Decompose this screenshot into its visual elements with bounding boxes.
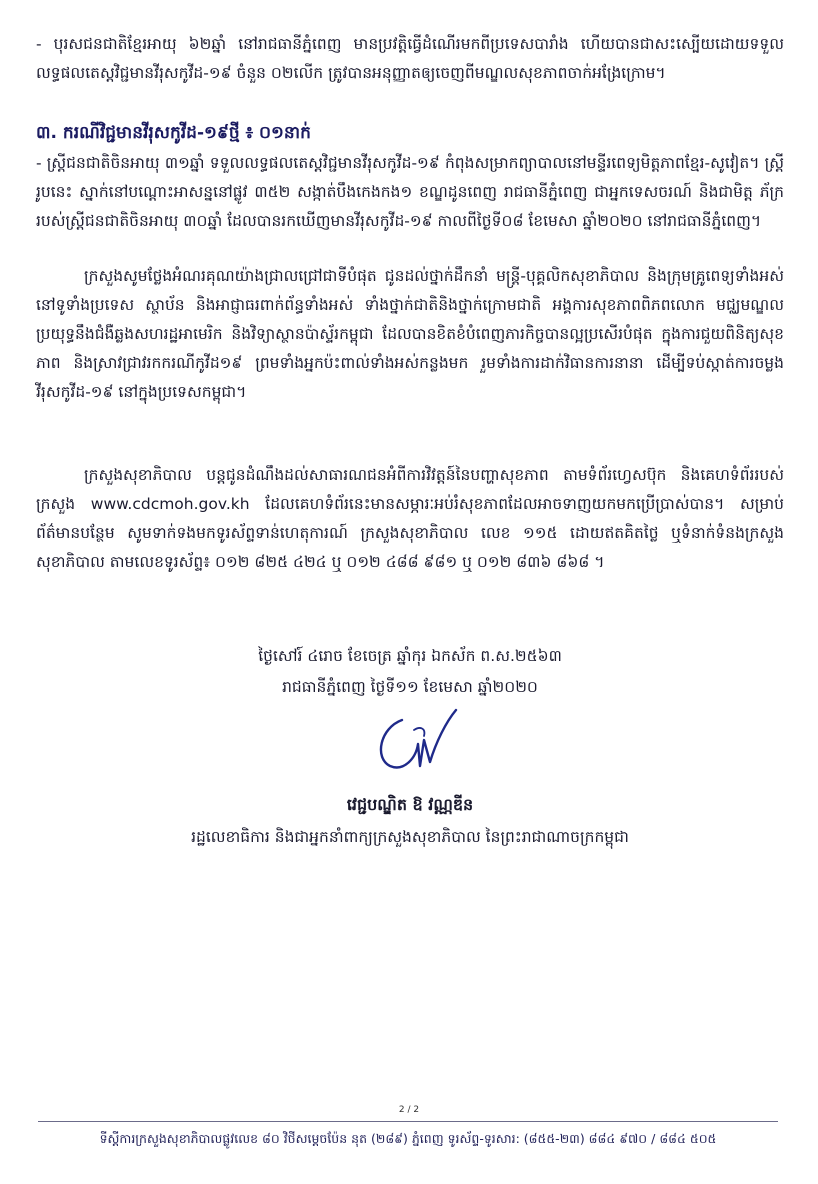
paragraph-contact-info: ក្រសួងសុខាភិបាល បន្តជូនដំណឹងដល់សាធារណជនអំពីការវិវត្តន៍នៃបញ្ហាសុខភាព តាមទំព័រហ្វេសប៊ុក និងគេហទំព័ររបស់ក្រសួង www.cdcmoh.gov.kh ដែលគេហទំព័រនេះមានសម្ភារៈអប់រំសុខភាពដែលអាចទាញយកមកប្រើប្រាស់បាន។ សម្រាប់ព័ត៌មានបន្ថែម សូមទាក់ទងមកទូរស័ព្ទទាន់ហេតុការណ៍ ក្រសួងសុខាភិបាល លេខ ១១៥ ដោយឥតគិតថ្លៃ ឬទំនាក់ទំនងក្រសួងសុខាភិបាល តាមលេខទូរស័ព្ទ៖ ០១២ ៨២៥ ៤២៤ ឬ ០១២ ៤៨៨ ៩៨១ ឬ ០១២ ៨៣៦ ៨៦៨ ។	[36, 466, 784, 571]
signer-name: វេជ្ជបណ្ឌិត ឱ វណ្ណឌីន	[346, 795, 474, 814]
solar-date: រាជធានីភ្នំពេញ ថ្ងៃទី១១ ខែមេសា ឆ្នាំ២០២០	[282, 678, 538, 696]
paragraph-gratitude: ក្រសួងសូមថ្លែងអំណរគុណយ៉ាងជ្រាលជ្រៅជាទីបំផុត ជូនដល់ថ្នាក់ដឹកនាំ មន្ត្រី-បុគ្គលិកសុខាភិបាល និងក្រុមគ្រូពេទ្យទាំងអស់នៅទូទាំងប្រទេស ស្ថាប័ន និងអាជ្ញាធរពាក់ព័ន្ធទាំងអស់ ទាំងថ្នាក់ជាតិនិងថ្នាក់ក្រោមជាតិ អង្គការសុខភាពពិភពលោក មជ្ឈមណ្ឌលប្រយុទ្ធនឹងជំងឺឆ្លងសហរដ្ឋអាមេរិក និងវិទ្យាស្ថានប៉ាស្ទ័រកម្ពុជា ដែលបានខិតខំបំពេញភារកិច្ចបានល្អប្រសើរបំផុត ក្នុងការជួយពិនិត្យសុខភាព និងស្រាវជ្រាវរកករណីកូវីដ១៩ ព្រមទាំងអ្នកប៉ះពាល់ទាំងអស់កន្លងមក រួមទាំងការដាក់វិធានការនានា ដើម្បីទប់ស្កាត់ការចម្លងវីរុសកូវីដ-១៩ នៅក្នុងប្រទេសកម្ពុជា។	[36, 267, 784, 401]
signer-title: រដ្ឋលេខាធិការ និងជាអ្នកនាំពាក្យក្រសួងសុខាភិបាល នៃព្រះរាជាណាចក្រកម្ពុជា	[191, 828, 629, 846]
footer-address: ទីស្តីការក្រសួងសុខាភិបាលផ្លូវលេខ ៨០ វិថីសម្តេចប៉ែន នុត (២៨៩) ភ្នំពេញ ទូរស័ព្ទ-ទូរសារ: (៨៥៥-២៣) ៨៨៤ ៩៧០ / ៨៨៤ ៥០៥	[99, 1131, 717, 1146]
signature-image	[360, 700, 470, 780]
lunar-date: ថ្ងៃសៅរ៍ ៤រោច ខែចេត្រ ឆ្នាំកុរ ឯកស័ក ព.ស.២៥៦៣	[258, 647, 562, 665]
footer-divider	[38, 1121, 778, 1122]
paragraph-recovered-case: - បុរសជនជាតិខ្មែរអាយុ ៦២ឆ្នាំ នៅរាជធានីភ្នំពេញ មានប្រវត្តិធ្វើដំណើរមកពីប្រទេសបារាំង ហើយបានជាសះស្បើយដោយទទួលលទ្ធផលតេស្តវិជ្ជមានវីរុសកូវីដ-១៩ ចំនួន ០២លើក ត្រូវបានអនុញ្ញាតឲ្យចេញពីមណ្ឌលសុខភាពចាក់អង្រែក្រោម។	[36, 35, 784, 82]
page-number: 2 / 2	[398, 1105, 420, 1115]
paragraph-new-case: - ស្ត្រីជនជាតិចិនអាយុ ៣១ឆ្នាំ ទទួលលទ្ធផលតេស្តវិជ្ជមានវីរុសកូវីដ-១៩ កំពុងសម្រាកព្យាបាលនៅមន្ទីរពេទ្យមិត្តភាពខ្មែរ-សូវៀត។ ស្ត្រីរូបនេះ ស្នាក់នៅបណ្តោះអាសន្ននៅផ្លូវ ៣៥២ សង្កាត់បឹងកេងកង១ ខណ្ឌដូនពេញ រាជធានីភ្នំពេញ ជាអ្នកទេសចរណ៍ និងជាមិត្ត ភ័ក្ររបស់ស្ត្រីជនជាតិចិនអាយុ ៣០ឆ្នាំ ដែលបានរកឃើញមានវីរុសកូវីដ-១៩ កាលពីថ្ងៃទី០៨ ខែមេសា ឆ្នាំ២០២០ នៅរាជធានីភ្នំពេញ។	[36, 154, 784, 230]
section-heading-new-cases: ៣. ករណីវិជ្ជមានវីរុសកូវីដ-១៩ថ្មី ៖ ០១នាក់	[36, 123, 311, 143]
